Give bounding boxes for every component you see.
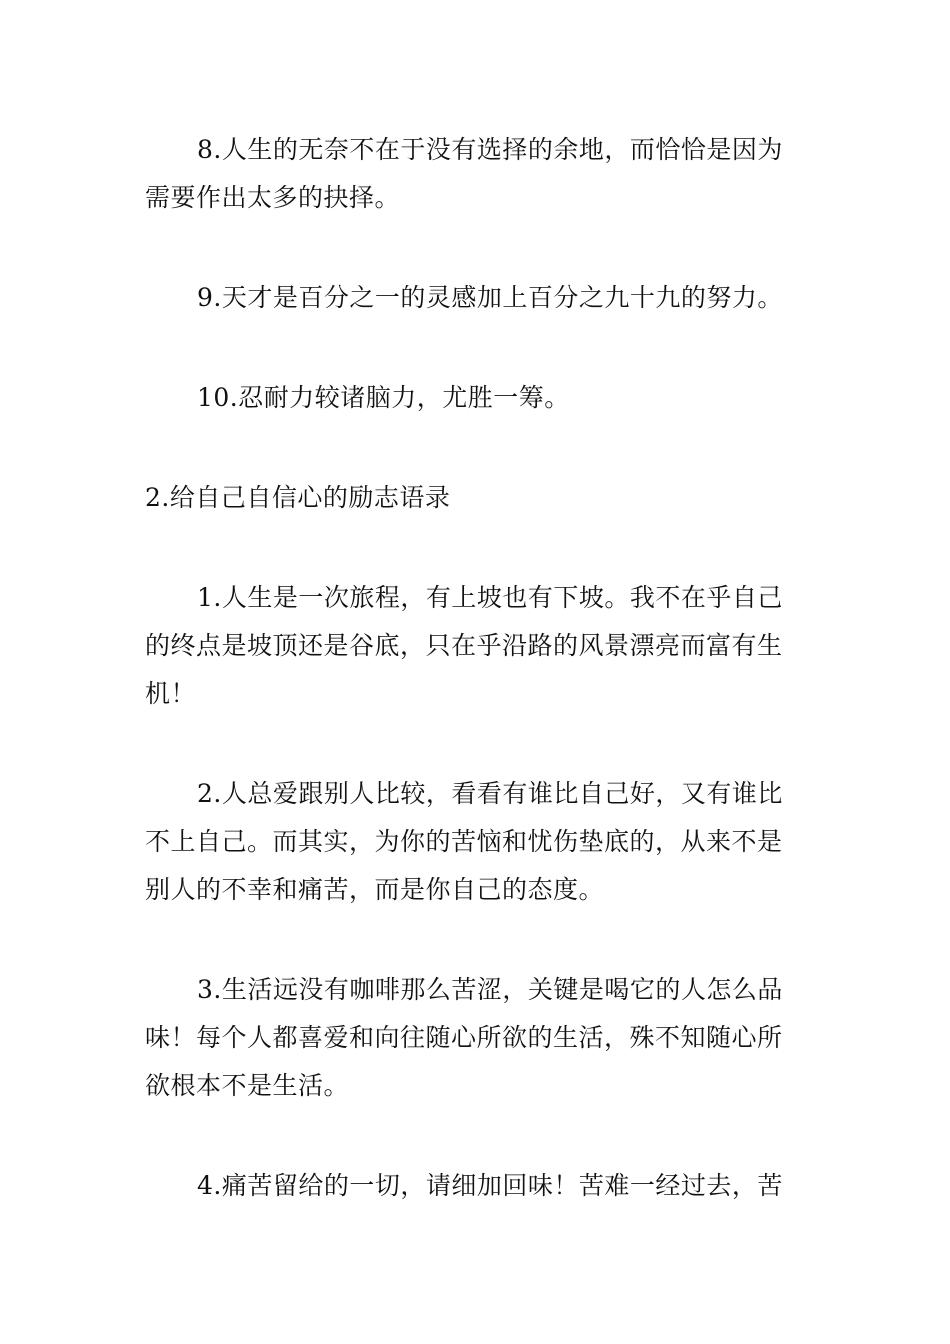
quote-paragraph-8: 8.人生的无奈不在于没有选择的余地，而恰恰是因为需要作出太多的抉择。 — [145, 135, 783, 212]
document-body — [145, 126, 807, 1262]
quote-paragraph-1: 1.人生是一次旅程，有上坡也有下坡。我不在乎自己的终点是坡顶还是谷底，只在乎沿路的风景漂亮而富有生机！ — [145, 583, 783, 708]
quote-paragraph-10: 10.忍耐力较诸脑力，尤胜一筹。 — [197, 383, 570, 412]
quote-paragraph-9: 9.天才是百分之一的灵感加上百分之九十九的努力。 — [197, 283, 783, 312]
quote-paragraph-2: 2.人总爱跟别人比较，看看有谁比自己好，又有谁比不上自己。而其实，为你的苦恼和忧伤垫底的，从来不是别人的不幸和痛苦，而是你自己的态度。 — [145, 779, 783, 904]
section-heading: 2.给自己自信心的励志语录 — [145, 483, 451, 512]
quote-paragraph-4: 4.痛苦留给的一切，请细加回味！苦难一经过去，苦 — [197, 1171, 783, 1200]
quote-paragraph-3: 3.生活远没有咖啡那么苦涩，关键是喝它的人怎么品味！每个人都喜爱和向往随心所欲的生活，殊不知随心所欲根本不是生活。 — [145, 975, 783, 1100]
